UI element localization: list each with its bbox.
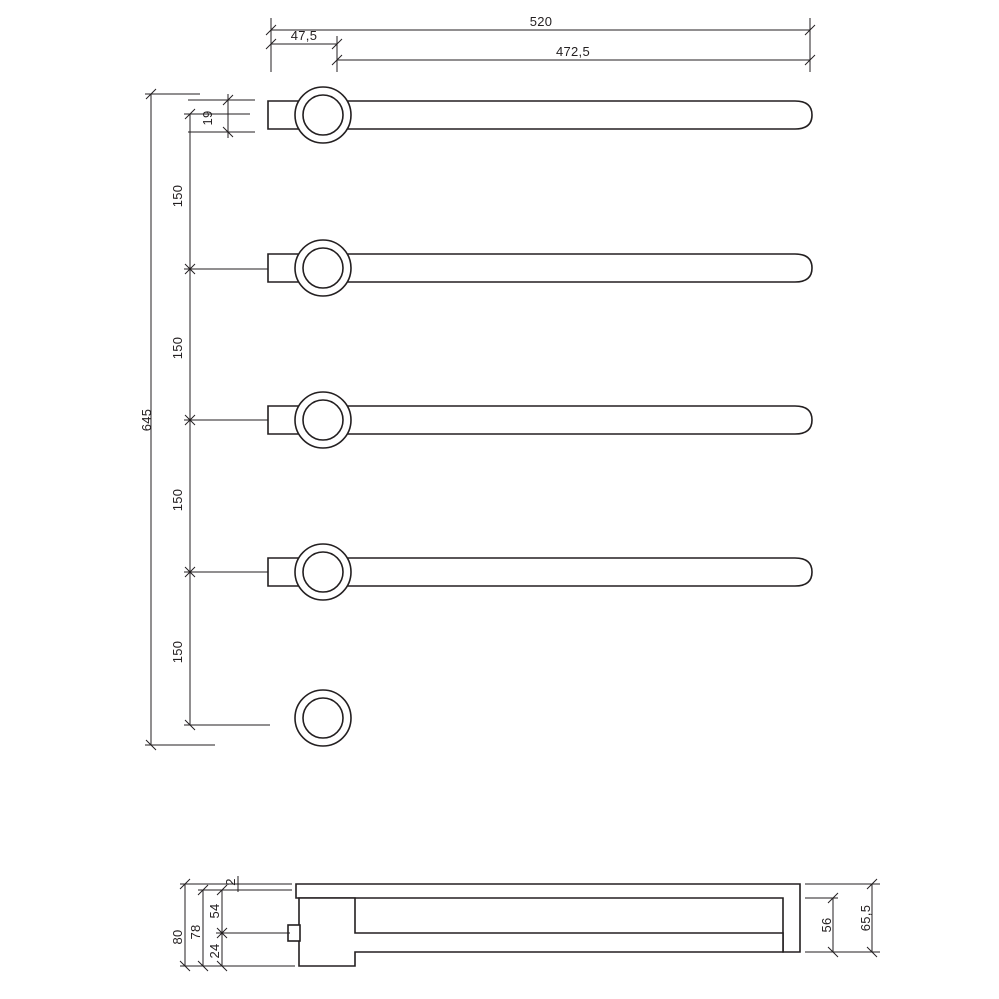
label-upper-section: 54 — [207, 903, 222, 919]
label-total-depth: 65,5 — [858, 904, 873, 932]
label-lower-section: 24 — [207, 943, 222, 959]
label-spacing-1: 150 — [170, 184, 185, 208]
label-overall-height: 645 — [139, 408, 154, 432]
label-overall-width: 520 — [529, 14, 553, 29]
label-body-height: 78 — [188, 924, 203, 940]
label-spacing-2: 150 — [170, 336, 185, 360]
label-top-plate: 2 — [223, 878, 238, 886]
label-bar-thickness: 19 — [200, 110, 215, 126]
label-spacing-3: 150 — [170, 488, 185, 512]
label-bar-depth: 56 — [819, 917, 834, 933]
label-bracket-offset: 47,5 — [290, 28, 318, 43]
label-bracket-height: 80 — [170, 929, 185, 945]
label-spacing-4: 150 — [170, 640, 185, 664]
label-bar-length: 472,5 — [555, 44, 591, 59]
